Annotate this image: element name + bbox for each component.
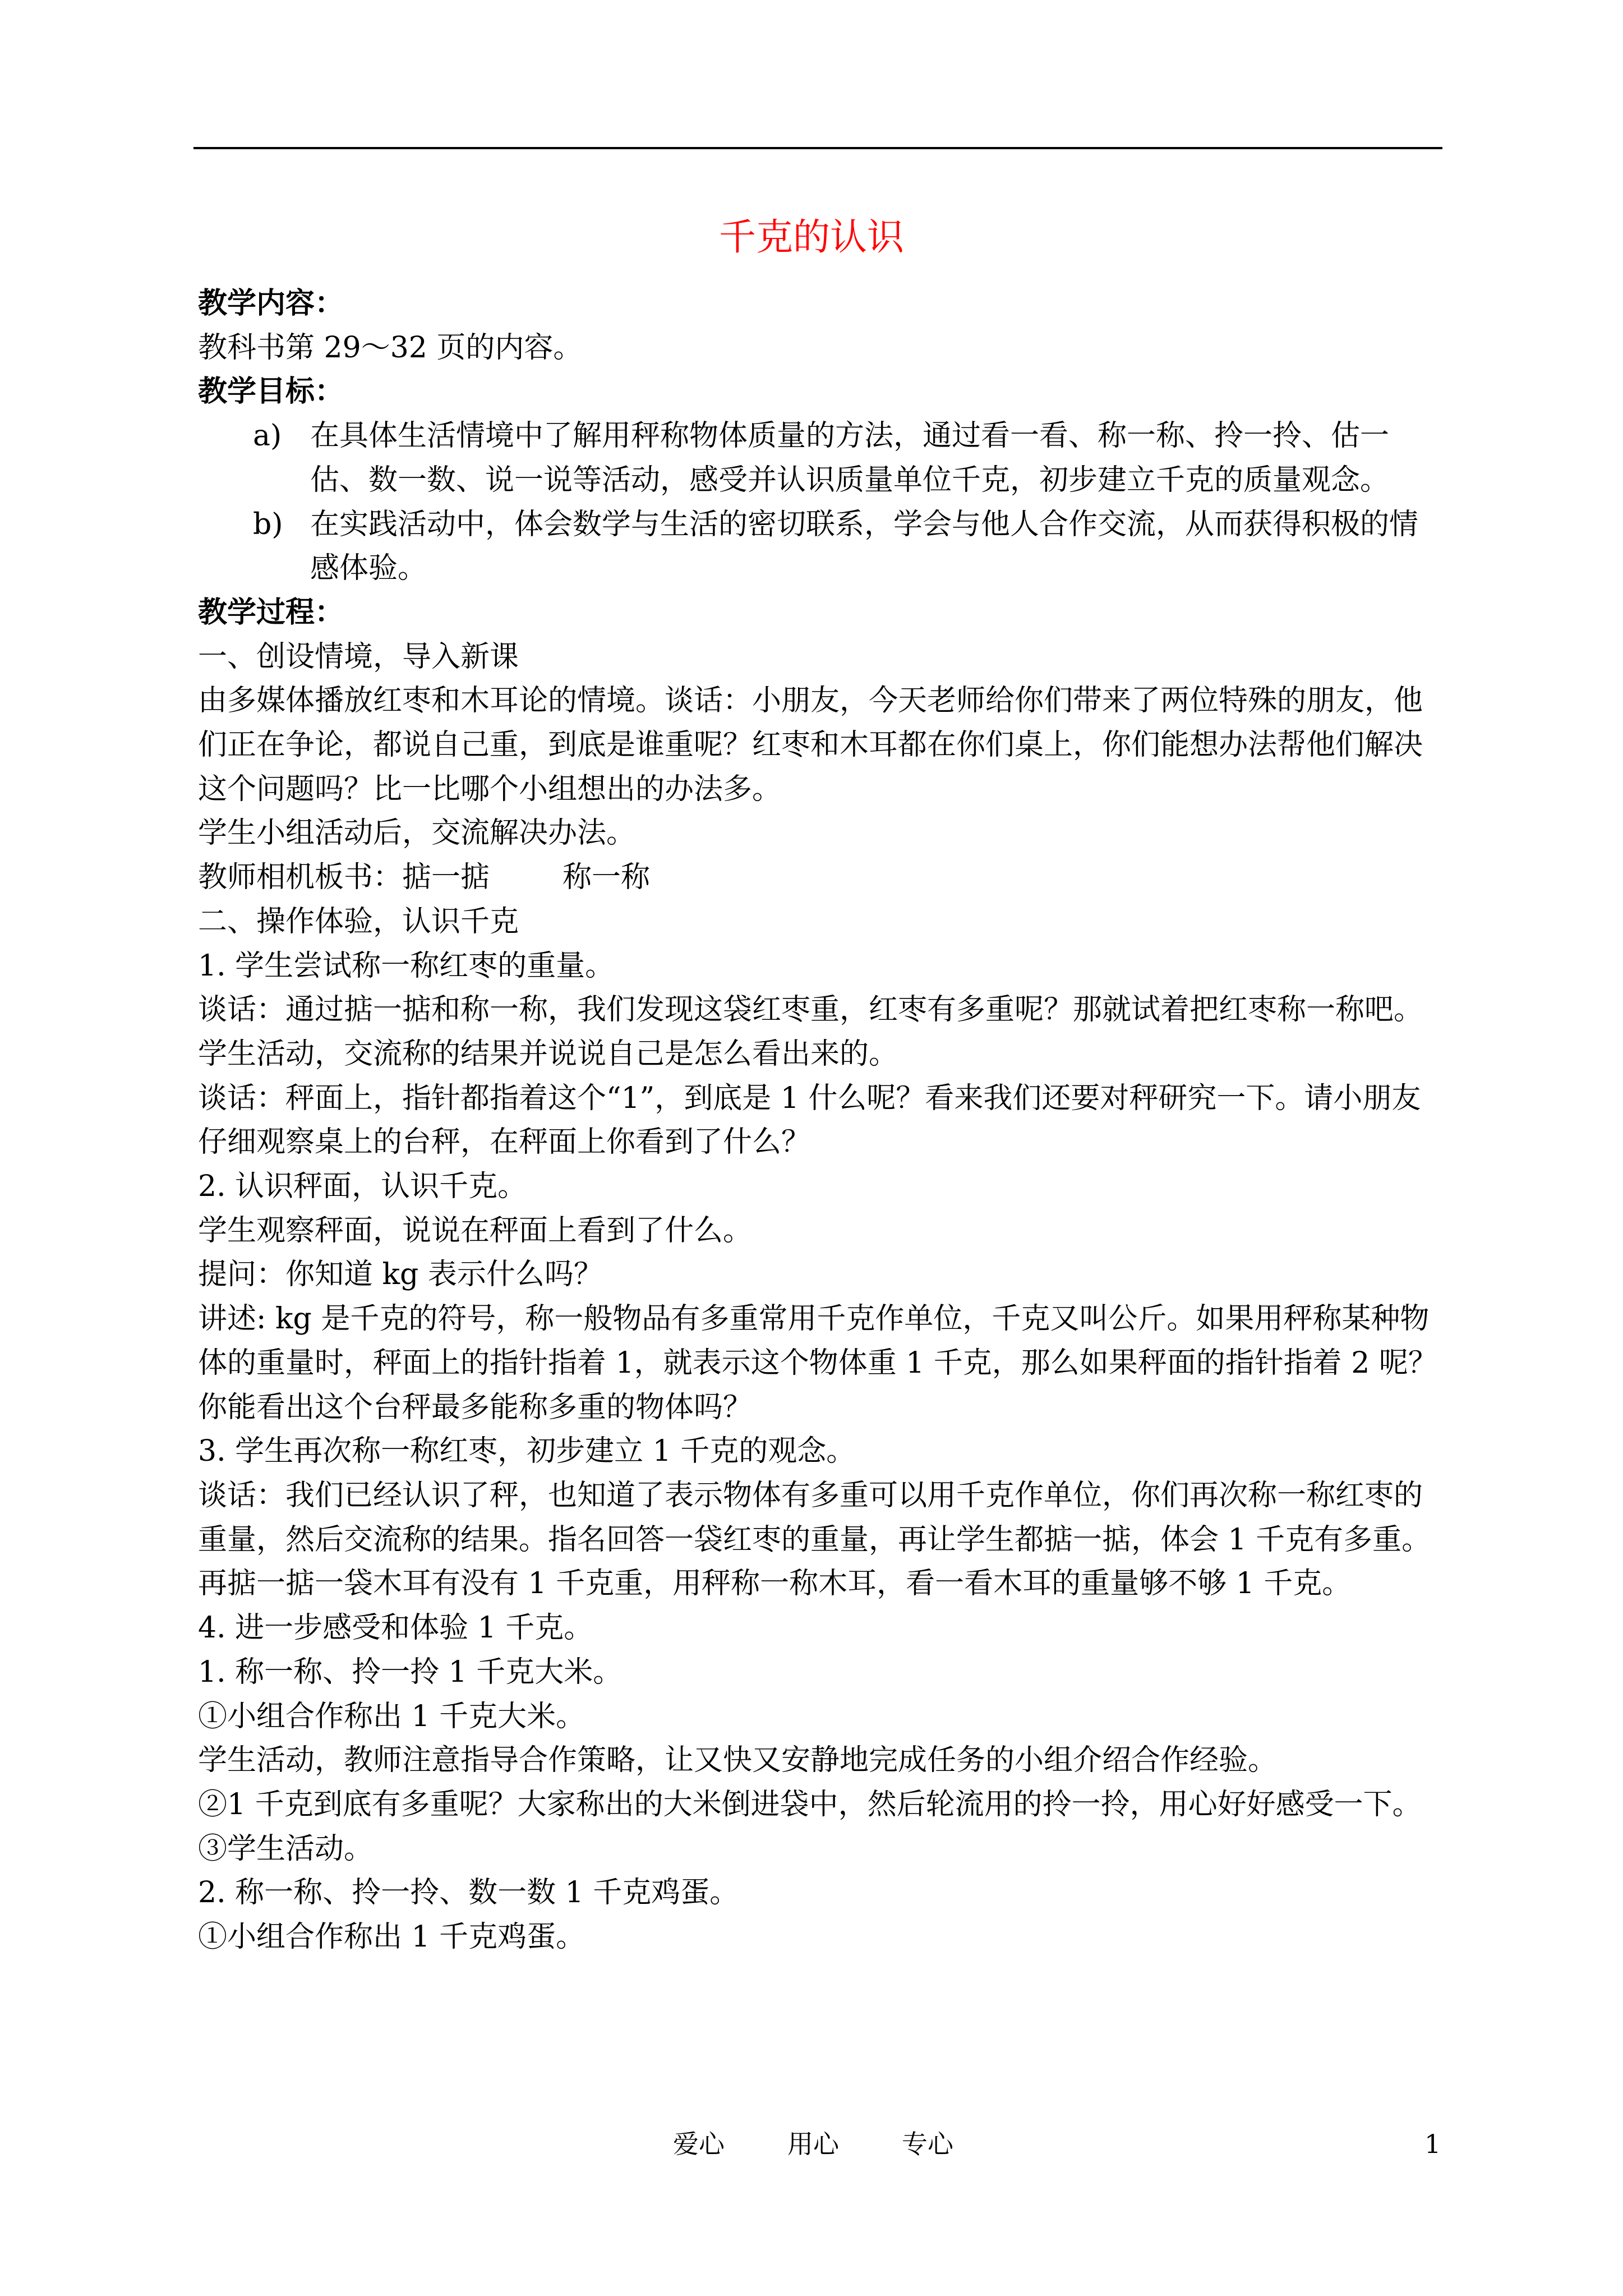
process-paragraph: ②1 千克到底有多重呢？大家称出的大米倒进袋中，然后轮流用的拎一拎，用心好好感受一下。 (198, 1787, 1422, 1821)
document-title: 千克的认识 (719, 215, 904, 259)
process-step: 1. 学生尝试称一称红枣的重量。 (198, 949, 615, 983)
process-paragraph: ①小组合作称出 1 千克鸡蛋。 (198, 1920, 585, 1954)
teaching-goals-list (198, 414, 1442, 591)
process-step: 3. 学生再次称一称红枣，初步建立 1 千克的观念。 (198, 1434, 856, 1469)
document-body (198, 282, 1442, 1959)
board-writing-item: 称一称 (562, 861, 651, 895)
process-paragraph: 谈话：秤面上，指针都指着这个“1”，到底是 1 什么呢？看来我们还要对秤研究一下。请小朋友仔细观察桌上的台秤，在秤面上你看到了什么？ (198, 1081, 1421, 1159)
goal-marker: a) (253, 419, 282, 453)
process-paragraph: ①小组合作称出 1 千克大米。 (198, 1699, 585, 1733)
process-paragraph: 学生小组活动后，交流解决办法。 (198, 816, 636, 850)
process-step: 4. 进一步感受和体验 1 千克。 (198, 1611, 593, 1645)
process-paragraph: 学生观察秤面，说说在秤面上看到了什么。 (198, 1213, 753, 1248)
process-paragraph: 提问：你知道 kg 表示什么吗？ (198, 1258, 603, 1292)
teaching-content-heading: 教学内容： (198, 286, 344, 320)
teaching-goals-heading: 教学目标： (198, 374, 344, 409)
process-section-heading: 一、创设情境，导入新课 (198, 639, 519, 674)
footer-motto: 用心 (787, 2129, 839, 2159)
teaching-process-heading: 教学过程： (198, 595, 344, 629)
board-writing-line (198, 855, 1442, 900)
process-paragraph: 谈话：通过掂一掂和称一称，我们发现这袋红枣重，红枣有多重呢？那就试着把红枣称一称吧。 (198, 993, 1423, 1027)
process-paragraph: 学生活动，教师注意指导合作策略，让又快又安静地完成任务的小组介绍合作经验。 (198, 1743, 1278, 1778)
goal-marker: b) (253, 507, 283, 541)
process-step: 2. 称一称、拎一拎、数一数 1 千克鸡蛋。 (198, 1876, 739, 1910)
goal-item (198, 503, 1442, 591)
teaching-content-text: 教科书第 29～32 页的内容。 (198, 330, 583, 365)
footer-mottos (673, 2127, 953, 2161)
goal-text: 在具体生活情境中了解用秤称物体质量的方法，通过看一看、称一称、拎一拎、估一估、数一数、说一说等活动，感受并认识质量单位千克，初步建立千克的质量观念。 (310, 419, 1390, 497)
process-paragraph: 谈话：我们已经认识了秤，也知道了表示物体有多重可以用千克作单位，你们再次称一称红枣的重量，然后交流称的结果。指名回答一袋红枣的重量，再让学生都掂一掂，体会 1 千克有多重。再掂一掂一袋木耳有没有 1 千克重，用秤称一称木耳，看一看木耳的重量够不够 1 千克。 (198, 1478, 1431, 1601)
goal-text: 在实践活动中，体会数学与生活的密切联系，学会与他人合作交流，从而获得积极的情感体验。 (310, 507, 1419, 586)
process-paragraph: ③学生活动。 (198, 1832, 374, 1866)
footer-motto: 爱心 (673, 2129, 725, 2159)
footer-motto: 专心 (902, 2129, 953, 2159)
process-section-heading: 二、操作体验，认识千克 (198, 904, 519, 938)
process-step: 2. 认识秤面，认识千克。 (198, 1170, 527, 1204)
process-paragraph: 讲述: kg 是千克的符号，称一般物品有多重常用千克作单位，千克又叫公斤。如果用秤称某种物体的重量时，秤面上的指针指着 1，就表示这个物体重 1 千克，那么如果秤面的指针指着 2 呢？你能看出这个台秤最多能称多重的物体吗？ (198, 1302, 1437, 1424)
page-number: 1 (1424, 2129, 1441, 2159)
goal-item (198, 414, 1442, 502)
process-paragraph: 由多媒体播放红枣和木耳论的情境。谈话：小朋友，今天老师给你们带来了两位特殊的朋友，他们正在争论，都说自己重，到底是谁重呢？红枣和木耳都在你们桌上，你们能想办法帮他们解决这个问题吗？比一比哪个小组想出的办法多。 (198, 684, 1423, 806)
header-rule (193, 147, 1442, 149)
process-step: 1. 称一称、拎一拎 1 千克大米。 (198, 1655, 623, 1689)
process-paragraph: 学生活动，交流称的结果并说说自己是怎么看出来的。 (198, 1037, 898, 1071)
board-writing-item: 教师相机板书：掂一掂 (198, 861, 490, 895)
